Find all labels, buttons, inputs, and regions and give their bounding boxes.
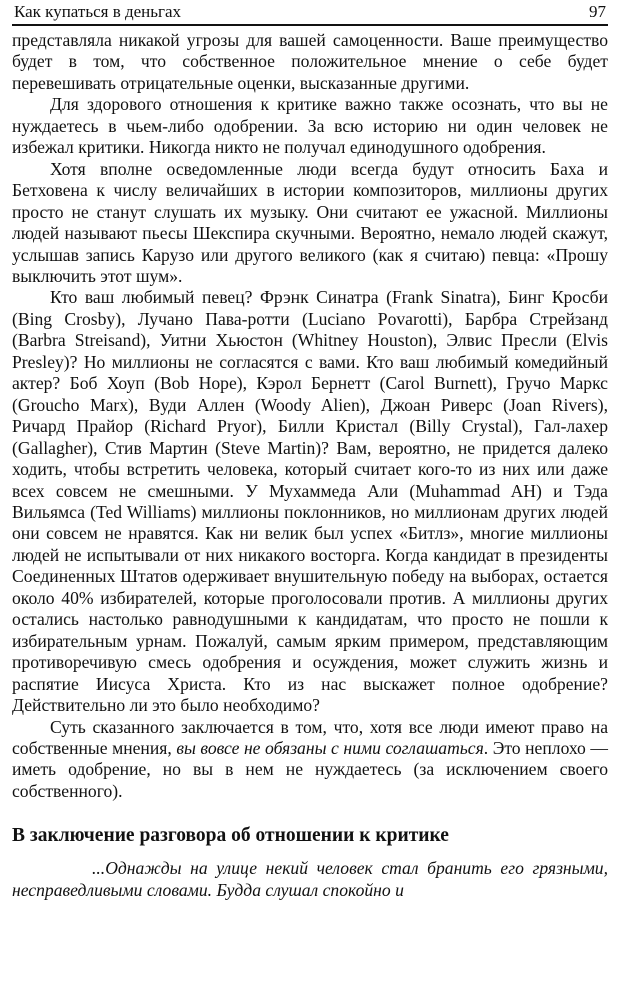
page-number: 97 (589, 2, 606, 21)
paragraph-4: Кто ваш любимый певец? Фрэнк Синатра (Frank Sinatra), Бинг Кросби (Bing Crosby), Лучано Пава-ротти (Luciano Povarotti), Барбра Стрейзанд (Barbra Streisand), Уитни Хьюстон (Whitney Houston), Элвис Пресли (Elvis Presley)? Но миллионы не согласятся с вами. Кто ваш любимый комедийный актер? Боб Хоуп (Bob Hope), Кэрол Бернетт (Carol Burnett), Гручо Маркс (Groucho Marx), Вуди Аллен (Woody Alien), Джоан Риверс (Joan Rivers), Ричард Прайор (Richard Pryor), Билли Кристал (Billy Crystal), Гал-лахер (Gallagher), Стив Мартин (Steve Martin)? Вам, вероятно, не придется далеко ходить, чтобы встретить человека, который считает кого-то из них или даже всех совсем не смешными. У Мухаммеда Али (Muhammad AH) и Тэда Вильямса (Ted Williams) миллионы поклонников, но миллионам других людей они совсем не нравятся. Как ни велик был успех «Битлз», многие миллионы людей не испытывали от них никакого восторга. Когда кандидат в президенты Соединенных Штатов одерживает внушительную победу на выборах, остается около 40% избирателей, которые проголосовали против. А миллионы других остались настолько равнодушными к кандидатам, что просто не пошли к избирательным урнам. Пожалуй, самым ярким примером, представляющим противоречивую смесь одобрения и осуждения, может служить жизнь и распятие Иисуса Христа. Кто из нас выскажет полное одобрение? Действительно ли это было необходимо? (12, 287, 608, 716)
paragraph-5-emphasis: вы вовсе не обязаны с ними соглашаться (176, 737, 484, 758)
epigraph: ...Однажды на улице некий человек стал бранить его грязными, несправедливыми словами. Будда слушал спокойно и (12, 858, 608, 900)
paragraph-3: Хотя вполне осведомленные люди всегда будут относить Баха и Бетховена к числу величайших в истории композиторов, миллионы других просто не станут слушать их музыку. Они считают ее ужасной. Миллионы людей называют пьесы Шекспира скучными. Вероятно, немало людей скажут, услышав запись Карузо или другого великого (как я считаю) певца: «Прошу выключить этот шум». (12, 158, 608, 286)
running-header (12, 0, 608, 22)
paragraph-5-text-end: . Это неплохо — иметь одобрение, но вы в нем не нуждаетесь (за исключением своего собственного). (12, 737, 608, 801)
paragraph-5-text: Суть сказанного заключается в том, что, хотя все люди имеют право на собственные мнения, (12, 716, 608, 758)
paragraph-5 (12, 717, 608, 803)
running-header-title: Как купаться в деньгах (14, 2, 182, 21)
paragraph-2: Для здорового отношения к критике важно также осознать, что вы не нуждаетесь в чьем-либо одобрении. За всю историю ни один человек не избежал критики. Никогда никто не получал единодушного одобрения. (12, 94, 608, 158)
header-rule (12, 24, 608, 26)
body-text (12, 30, 608, 802)
section-heading: В заключение разговора об отношении к критике (12, 825, 449, 847)
paragraph-1: представляла никакой угрозы для вашей самоценности. Ваше преимущество будет в том, что собственное положительное мнение о себе будет перевешивать отрицательные оценки, высказанные другими. (12, 30, 608, 93)
